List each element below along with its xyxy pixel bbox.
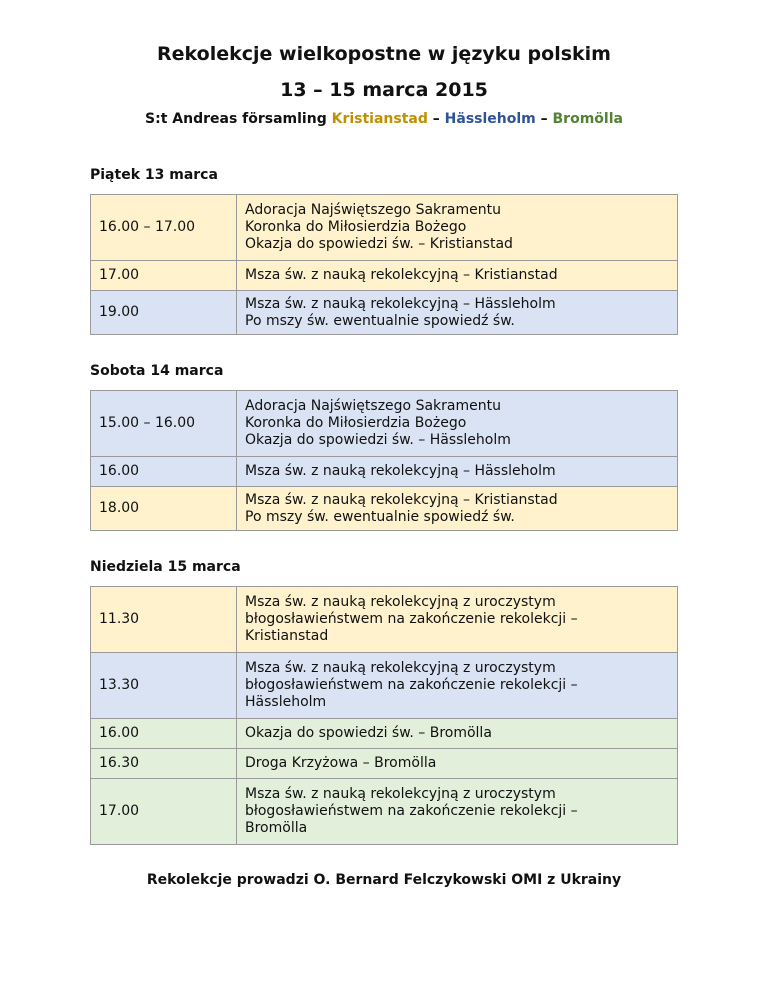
event-line: Adoracja Najświętszego Sakramentu <box>245 398 501 414</box>
schedule-table <box>90 390 678 531</box>
event-line: Droga Krzyżowa – Bromölla <box>245 755 437 771</box>
time-cell: 16.00 – 17.00 <box>91 195 237 261</box>
table-row <box>91 587 678 653</box>
time-cell: 17.00 <box>91 779 237 845</box>
event-line: Okazja do spowiedzi św. – Bromölla <box>245 725 492 741</box>
event-line: Koronka do Miłosierdzia Bożego <box>245 415 467 431</box>
event-line: Okazja do spowiedzi św. – Kristianstad <box>245 236 513 252</box>
event-line: Msza św. z nauką rekolekcyjną z uroczystym <box>245 786 556 802</box>
separator: – <box>432 111 440 127</box>
event-cell <box>237 653 678 719</box>
day-heading: Sobota 14 marca <box>90 363 224 379</box>
event-cell <box>237 749 678 779</box>
event-cell <box>237 457 678 487</box>
schedule-table <box>90 586 678 845</box>
time-cell: 15.00 – 16.00 <box>91 391 237 457</box>
event-line: błogosławieństwem na zakończenie rekolekcji – <box>245 803 578 819</box>
event-line: Kristianstad <box>245 628 329 644</box>
town-kristianstad: Kristianstad <box>331 111 428 127</box>
day-heading: Niedziela 15 marca <box>90 559 241 575</box>
event-line: Msza św. z nauką rekolekcyjną – Kristianstad <box>245 267 558 283</box>
table-row <box>91 779 678 845</box>
event-cell <box>237 261 678 291</box>
event-line: Po mszy św. ewentualnie spowiedź św. <box>245 312 515 329</box>
town-bromolla: Bromölla <box>552 111 623 127</box>
table-row <box>91 487 678 531</box>
table-row <box>91 749 678 779</box>
table-row <box>91 653 678 719</box>
event-line: Bromölla <box>245 820 308 836</box>
event-cell <box>237 391 678 457</box>
event-line: Okazja do spowiedzi św. – Hässleholm <box>245 432 511 448</box>
document-dates: 13 – 15 marca 2015 <box>280 79 488 101</box>
parish-line <box>0 111 768 127</box>
event-line: Msza św. z nauką rekolekcyjną – Hässleholm <box>245 463 556 479</box>
document-title: Rekolekcje wielkopostne w języku polskim <box>157 43 611 65</box>
parish-name: S:t Andreas församling <box>145 111 327 127</box>
event-cell <box>237 719 678 749</box>
time-cell: 16.30 <box>91 749 237 779</box>
time-cell: 13.30 <box>91 653 237 719</box>
event-line: Po mszy św. ewentualnie spowiedź św. <box>245 508 515 525</box>
town-hassleholm: Hässleholm <box>444 111 536 127</box>
table-row <box>91 261 678 291</box>
footer-note: Rekolekcje prowadzi O. Bernard Felczykowski OMI z Ukrainy <box>146 872 622 888</box>
table-row <box>91 457 678 487</box>
separator: – <box>540 111 548 127</box>
table-row <box>91 391 678 457</box>
time-cell: 11.30 <box>91 587 237 653</box>
event-line: Msza św. z nauką rekolekcyjną – Kristianstad <box>245 491 558 508</box>
table-row <box>91 195 678 261</box>
table-row <box>91 291 678 335</box>
event-cell <box>237 291 678 335</box>
schedule-table <box>90 194 678 335</box>
time-cell: 19.00 <box>91 291 237 335</box>
time-cell: 16.00 <box>91 719 237 749</box>
time-cell: 16.00 <box>91 457 237 487</box>
event-line: Msza św. z nauką rekolekcyjną z uroczystym <box>245 594 556 610</box>
event-line: błogosławieństwem na zakończenie rekolekcji – <box>245 611 578 627</box>
event-line: Koronka do Miłosierdzia Bożego <box>245 219 467 235</box>
event-cell <box>237 779 678 845</box>
event-line: Hässleholm <box>245 694 327 710</box>
event-line: błogosławieństwem na zakończenie rekolekcji – <box>245 677 578 693</box>
event-line: Msza św. z nauką rekolekcyjną – Hässleholm <box>245 295 556 312</box>
event-cell <box>237 195 678 261</box>
event-line: Adoracja Najświętszego Sakramentu <box>245 202 501 218</box>
table-row <box>91 719 678 749</box>
time-cell: 17.00 <box>91 261 237 291</box>
event-cell <box>237 587 678 653</box>
event-line: Msza św. z nauką rekolekcyjną z uroczystym <box>245 660 556 676</box>
day-heading: Piątek 13 marca <box>90 167 218 183</box>
event-cell <box>237 487 678 531</box>
time-cell: 18.00 <box>91 487 237 531</box>
